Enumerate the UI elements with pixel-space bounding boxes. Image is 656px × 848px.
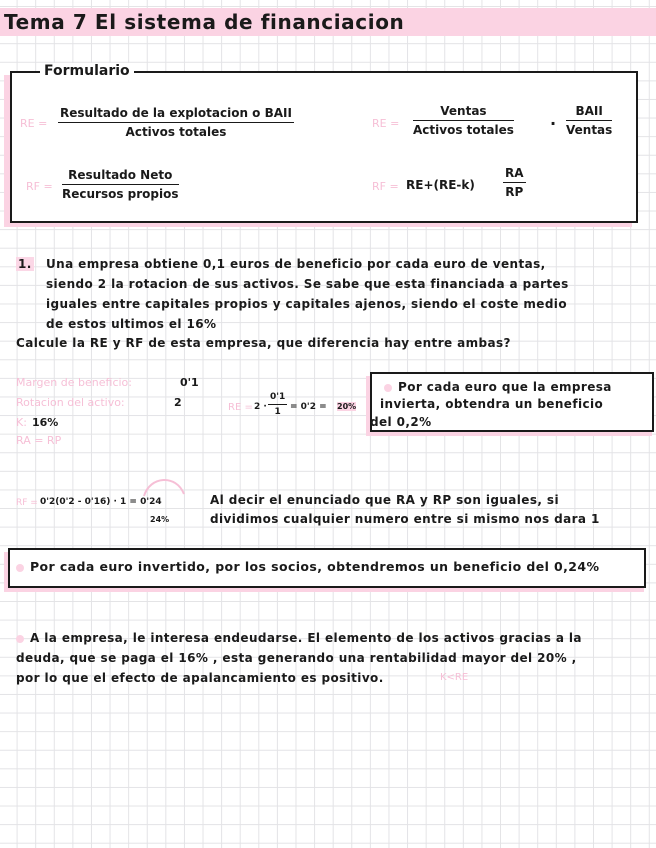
- re-calc-a: 2 ·: [254, 402, 267, 412]
- re-box-line-3: del 0,2%: [370, 415, 432, 429]
- final-line-1-text: A la empresa, le interesa endeudarse. El elemento de los activos gracias a la: [30, 631, 582, 645]
- rf1-fraction: [62, 168, 179, 201]
- re-box-line-1-text: Por cada euro que la empresa: [398, 380, 612, 394]
- re2-fraction-1: [413, 104, 514, 137]
- re-box-line-1: [384, 380, 612, 394]
- problem-line-2: siendo 2 la rotacion de sus activos. Se sabe que esta financiada a partes: [46, 277, 569, 291]
- formulario-legend: Formulario: [40, 63, 134, 79]
- re1-label: RE =: [20, 117, 48, 130]
- final-line-1: [16, 631, 582, 645]
- rf2-fraction: [503, 166, 526, 199]
- re-box-line-2: invierta, obtendra un beneficio: [380, 397, 604, 411]
- margen-value: 0'1: [180, 376, 199, 389]
- final-line-3: por lo que el efecto de apalancamiento es positivo.: [16, 671, 384, 685]
- margen-label: Margen de beneficio:: [16, 376, 132, 389]
- rf2-expression: RE+(RE-k): [406, 178, 475, 192]
- rf2-numerator: RA: [503, 166, 526, 183]
- re-calc-den: 1: [274, 407, 281, 417]
- re-calc-eq: = 0'2 =: [290, 402, 327, 412]
- rotacion-label: Rotacion del activo:: [16, 396, 125, 409]
- rf-calc-label: RF =: [16, 498, 38, 508]
- bullet-icon: [16, 635, 24, 643]
- re2-label: RE =: [372, 117, 400, 130]
- rf-note-line-1: Al decir el enunciado que RA y RP son iguales, si: [210, 493, 559, 507]
- rf-note-line-2: dividimos cualquier numero entre si mismo nos dara 1: [210, 512, 600, 526]
- rf1-denominator: Recursos propios: [62, 187, 179, 201]
- rf1-numerator: Resultado Neto: [62, 168, 179, 185]
- re2-denominator-2: Ventas: [566, 123, 613, 137]
- re-calc-num: 0'1: [268, 392, 287, 405]
- rf-calc-expression: 0'2(0'2 - 0'16) · 1 = 0'24: [40, 497, 162, 507]
- re2-fraction-2: [566, 104, 612, 137]
- bullet-icon: [16, 564, 24, 572]
- k-label: K:: [16, 416, 27, 429]
- re2-numerator-1: Ventas: [413, 104, 514, 121]
- re-calc-pct: 20%: [337, 402, 357, 411]
- problem-number: 1.: [18, 257, 32, 271]
- page-title: Tema 7 El sistema de financiacion: [4, 10, 405, 34]
- problem-line-4: de estos ultimos el 16%: [46, 317, 217, 331]
- final-line-2: deuda, que se paga el 16% , esta generando una rentabilidad mayor del 20% ,: [16, 651, 577, 665]
- problem-line-1: Una empresa obtiene 0,1 euros de beneficio por cada euro de ventas,: [46, 257, 546, 271]
- rf1-label: RF =: [26, 180, 53, 193]
- re1-fraction: [58, 106, 294, 139]
- re-calc-label: RE =: [228, 402, 253, 413]
- re2-dot: ·: [550, 114, 557, 133]
- rf-calc-pct: 24%: [150, 515, 170, 524]
- re2-numerator-2: BAII: [566, 104, 612, 121]
- k-value: 16%: [32, 416, 59, 429]
- problem-line-3: iguales entre capitales propios y capitales ajenos, siendo el coste medio: [46, 297, 567, 311]
- final-tag: K<RE: [440, 672, 469, 683]
- bullet-icon: [384, 384, 392, 392]
- conclusion-text: Por cada euro invertido, por los socios, obtendremos un beneficio del 0,24%: [30, 559, 600, 574]
- re-calc-fraction: [268, 392, 287, 417]
- re2-denominator-1: Activos totales: [413, 123, 514, 137]
- re1-numerator: Resultado de la explotacion o BAII: [58, 106, 294, 123]
- rf2-denominator: RP: [505, 185, 524, 199]
- rf2-label: RF =: [372, 180, 399, 193]
- ra-rp: RA = RP: [16, 434, 62, 447]
- problem-question: Calcule la RE y RF de esta empresa, que diferencia hay entre ambas?: [16, 336, 511, 350]
- re1-denominator: Activos totales: [125, 125, 227, 139]
- rotacion-value: 2: [174, 396, 182, 409]
- conclusion-line: [16, 559, 599, 574]
